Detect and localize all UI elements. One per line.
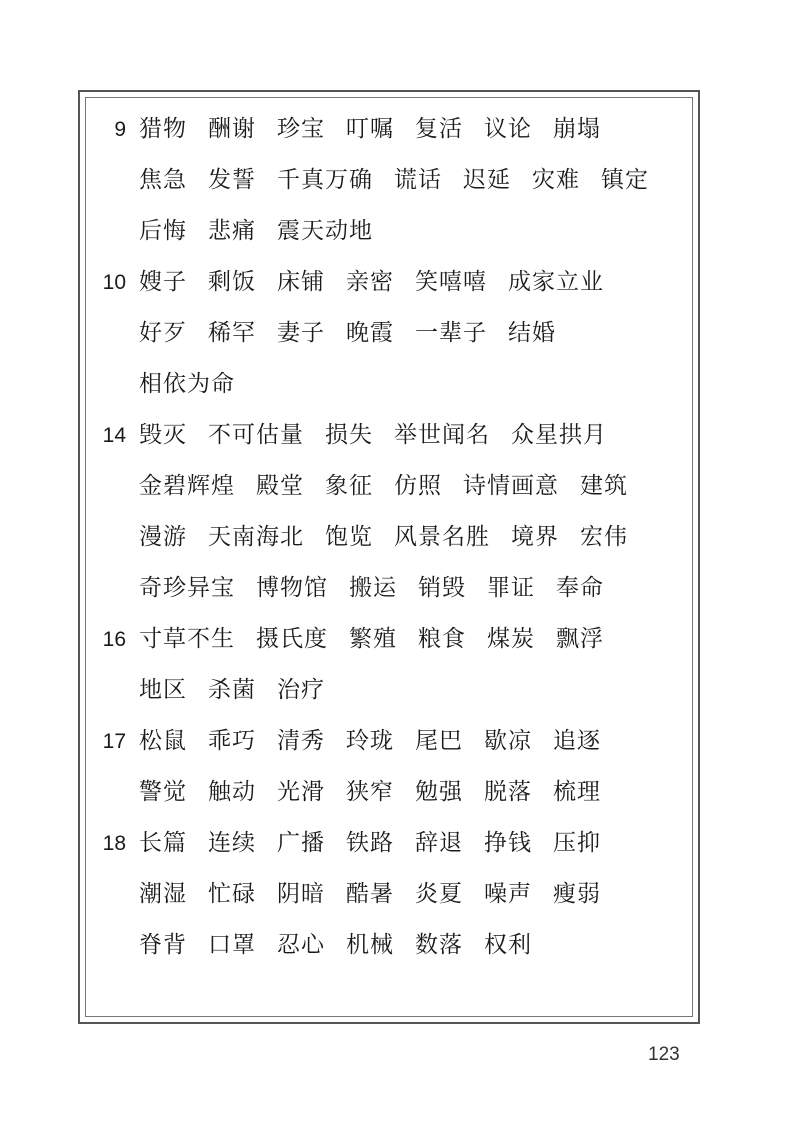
vocab-word: 境界 xyxy=(511,524,559,550)
vocab-word: 摄氏度 xyxy=(256,626,328,652)
vocab-word: 博物馆 xyxy=(256,575,328,601)
word-row xyxy=(0,716,800,767)
vocab-word: 炎夏 xyxy=(415,881,463,907)
word-group xyxy=(139,869,622,920)
vocab-word: 嫂子 xyxy=(139,269,187,295)
vocab-word: 勉强 xyxy=(415,779,463,805)
vocab-word: 煤炭 xyxy=(487,626,535,652)
vocab-word: 飘浮 xyxy=(556,626,604,652)
vocab-word: 床铺 xyxy=(277,269,325,295)
vocab-word: 口罩 xyxy=(208,932,256,958)
vocab-word: 毁灭 xyxy=(139,422,187,448)
vocab-word: 光滑 xyxy=(277,779,325,805)
vocab-word: 漫游 xyxy=(139,524,187,550)
word-row xyxy=(0,461,800,512)
word-group xyxy=(139,155,670,206)
vocab-word: 妻子 xyxy=(277,320,325,346)
vocab-word: 迟延 xyxy=(463,167,511,193)
vocab-word: 机械 xyxy=(346,932,394,958)
word-group xyxy=(139,104,622,155)
word-row xyxy=(0,920,800,971)
vocab-word: 象征 xyxy=(325,473,373,499)
word-row xyxy=(0,359,800,410)
word-group xyxy=(139,206,394,257)
lesson-number: 17 xyxy=(102,730,126,753)
vocab-word: 风景名胜 xyxy=(394,524,490,550)
word-group xyxy=(139,818,622,869)
word-group xyxy=(139,512,649,563)
vocab-word: 狭窄 xyxy=(346,779,394,805)
word-row xyxy=(0,155,800,206)
vocab-word: 梳理 xyxy=(553,779,601,805)
vocab-word: 建筑 xyxy=(580,473,628,499)
vocab-word: 罪证 xyxy=(487,575,535,601)
vocab-word: 清秀 xyxy=(277,728,325,754)
word-group xyxy=(139,563,625,614)
vocab-word: 后悔 xyxy=(139,218,187,244)
vocab-word: 众星拱月 xyxy=(511,422,607,448)
vocab-word: 潮湿 xyxy=(139,881,187,907)
vocab-word: 瘦弱 xyxy=(553,881,601,907)
vocab-word: 复活 xyxy=(415,116,463,142)
lesson-number: 16 xyxy=(102,628,126,651)
word-row xyxy=(0,767,800,818)
vocab-word: 警觉 xyxy=(139,779,187,805)
word-group xyxy=(139,461,649,512)
vocab-word: 繁殖 xyxy=(349,626,397,652)
word-row xyxy=(0,512,800,563)
word-row xyxy=(0,818,800,869)
word-row xyxy=(0,869,800,920)
word-row xyxy=(0,665,800,716)
vocab-word: 酷暑 xyxy=(346,881,394,907)
word-row xyxy=(0,410,800,461)
vocab-word: 搬运 xyxy=(349,575,397,601)
word-row xyxy=(0,104,800,155)
vocab-word: 饱览 xyxy=(325,524,373,550)
vocab-word: 好歹 xyxy=(139,320,187,346)
word-row xyxy=(0,257,800,308)
vocab-word: 举世闻名 xyxy=(394,422,490,448)
vocab-word: 崩塌 xyxy=(553,116,601,142)
vocab-word: 议论 xyxy=(484,116,532,142)
vocab-word: 剩饭 xyxy=(208,269,256,295)
vocab-word: 数落 xyxy=(415,932,463,958)
vocab-word: 灾难 xyxy=(532,167,580,193)
vocab-word: 追逐 xyxy=(553,728,601,754)
vocab-word: 奉命 xyxy=(556,575,604,601)
vocab-word: 酬谢 xyxy=(208,116,256,142)
vocab-word: 触动 xyxy=(208,779,256,805)
vocab-word: 损失 xyxy=(325,422,373,448)
vocab-word: 忙碌 xyxy=(208,881,256,907)
vocab-word: 成家立业 xyxy=(508,269,604,295)
vocab-word: 天南海北 xyxy=(208,524,304,550)
vocab-word: 铁路 xyxy=(346,830,394,856)
vocab-word: 奇珍异宝 xyxy=(139,575,235,601)
vocab-word: 悲痛 xyxy=(208,218,256,244)
vocab-word: 尾巴 xyxy=(415,728,463,754)
word-group xyxy=(139,920,553,971)
vocab-word: 连续 xyxy=(208,830,256,856)
word-group xyxy=(139,257,625,308)
vocab-word: 诗情画意 xyxy=(463,473,559,499)
vocab-word: 歇凉 xyxy=(484,728,532,754)
vocab-word: 忍心 xyxy=(277,932,325,958)
vocab-word: 粮食 xyxy=(418,626,466,652)
vocab-word: 辞退 xyxy=(415,830,463,856)
vocab-word: 乖巧 xyxy=(208,728,256,754)
word-group xyxy=(139,410,628,461)
vocab-word: 猎物 xyxy=(139,116,187,142)
vocab-word: 寸草不生 xyxy=(139,626,235,652)
vocab-word: 长篇 xyxy=(139,830,187,856)
vocab-word: 镇定 xyxy=(601,167,649,193)
vocab-word: 阴暗 xyxy=(277,881,325,907)
vocab-word: 笑嘻嘻 xyxy=(415,269,487,295)
vocab-word: 金碧辉煌 xyxy=(139,473,235,499)
vocab-word: 广播 xyxy=(277,830,325,856)
vocab-word: 玲珑 xyxy=(346,728,394,754)
word-group xyxy=(139,665,346,716)
word-group xyxy=(139,359,256,410)
word-row xyxy=(0,308,800,359)
word-group xyxy=(139,308,577,359)
vocab-word: 相依为命 xyxy=(139,371,235,397)
vocab-word: 亲密 xyxy=(346,269,394,295)
vocab-word: 殿堂 xyxy=(256,473,304,499)
vocab-word: 发誓 xyxy=(208,167,256,193)
page-number: 123 xyxy=(648,1044,680,1065)
word-row xyxy=(0,614,800,665)
vocab-word: 杀菌 xyxy=(208,677,256,703)
vocab-word: 仿照 xyxy=(394,473,442,499)
vocab-word: 治疗 xyxy=(277,677,325,703)
vocab-word: 谎话 xyxy=(394,167,442,193)
vocab-word: 脱落 xyxy=(484,779,532,805)
vocab-word: 震天动地 xyxy=(277,218,373,244)
vocab-word: 一辈子 xyxy=(415,320,487,346)
vocab-word: 宏伟 xyxy=(580,524,628,550)
word-row xyxy=(0,563,800,614)
lesson-number: 10 xyxy=(102,271,126,294)
word-group xyxy=(139,716,622,767)
vocab-word: 地区 xyxy=(139,677,187,703)
vocab-word: 压抑 xyxy=(553,830,601,856)
vocab-word: 销毁 xyxy=(418,575,466,601)
vocab-word: 不可估量 xyxy=(208,422,304,448)
lesson-number: 9 xyxy=(114,118,126,141)
vocab-word: 噪声 xyxy=(484,881,532,907)
word-list xyxy=(0,104,800,971)
vocab-word: 权利 xyxy=(484,932,532,958)
vocab-word: 稀罕 xyxy=(208,320,256,346)
word-row xyxy=(0,206,800,257)
word-group xyxy=(139,767,622,818)
vocab-word: 挣钱 xyxy=(484,830,532,856)
lesson-number: 14 xyxy=(102,424,126,447)
vocab-word: 焦急 xyxy=(139,167,187,193)
vocab-word: 晚霞 xyxy=(346,320,394,346)
vocab-word: 结婚 xyxy=(508,320,556,346)
vocab-word: 叮嘱 xyxy=(346,116,394,142)
word-group xyxy=(139,614,625,665)
vocab-word: 脊背 xyxy=(139,932,187,958)
lesson-number: 18 xyxy=(102,832,126,855)
vocab-word: 珍宝 xyxy=(277,116,325,142)
vocab-word: 千真万确 xyxy=(277,167,373,193)
vocab-word: 松鼠 xyxy=(139,728,187,754)
